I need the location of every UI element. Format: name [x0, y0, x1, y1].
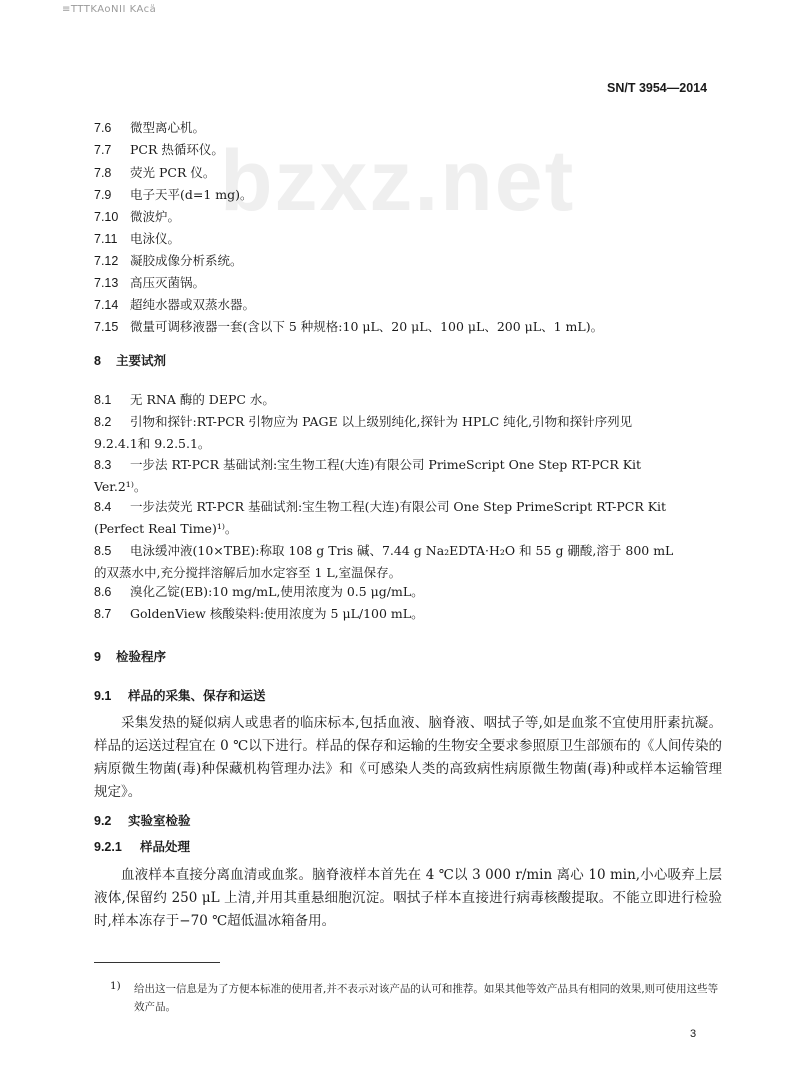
section-9-2-1-heading: [94, 837, 190, 855]
section-title: 样品的采集、保存和运送: [128, 688, 266, 703]
item-text: 电子天平(d=1 mg)。: [130, 187, 253, 202]
equipment-item: [94, 251, 243, 269]
item-text: 凝胶成像分析系统。: [130, 253, 243, 268]
item-text: 电泳仪。: [130, 231, 181, 246]
item-text: 微量可调移液器一套(含以下 5 种规格:10 μL、20 μL、100 μL、200 μL、1 mL)。: [130, 319, 604, 334]
item-text: 微型离心机。: [130, 120, 206, 135]
section-8-heading: [94, 351, 166, 369]
section-9-1-body: 采集发热的疑似病人或患者的临床标本,包括血液、脑脊液、咽拭子等,如是血浆不宜使用肝素抗凝。样品的运送过程宜在 0 ℃以下进行。样品的保存和运输的生物安全要求参照原卫生部颁布的《人间传染的病原微生物菌(毒)种保藏机构管理办法》和《可感染人类的高致病性病原微生物菌(毒)种或样本运输管理规定》。: [94, 715, 722, 800]
reagent-item-continuation: Ver.2¹⁾。: [94, 479, 147, 494]
reagent-item-continuation: 的双蒸水中,充分搅拌溶解后加水定容至 1 L,室温保存。: [94, 565, 402, 580]
item-text: 电泳缓冲液(10×TBE):称取 108 g Tris 碱、7.44 g Na₂EDTA·H₂O 和 55 g 硼酸,溶于 800 mL: [130, 543, 674, 558]
section-title: 检验程序: [116, 649, 167, 664]
watermark: bzxz.net: [220, 133, 576, 229]
item-number: 7.6: [94, 121, 112, 135]
item-number: 7.15: [94, 320, 119, 334]
footnote-rule: [94, 962, 220, 963]
item-number: 7.10: [94, 210, 119, 224]
section-9-2-heading: [94, 811, 191, 829]
equipment-item: [94, 207, 180, 225]
reagent-item: [94, 390, 275, 408]
equipment-item: [94, 118, 205, 136]
reagent-item: [94, 455, 641, 473]
section-title: 样品处理: [140, 839, 191, 854]
page-number: 3: [690, 1028, 697, 1040]
reagent-item: [94, 582, 424, 600]
item-number: 8.1: [94, 393, 112, 407]
equipment-item: [94, 295, 255, 313]
equipment-item: [94, 229, 180, 247]
item-text: 一步法荧光 RT-PCR 基础试剂:宝生物工程(大连)有限公司 One Step PrimeScript RT-PCR Kit: [130, 499, 667, 514]
equipment-item: [94, 163, 215, 181]
section-9-heading: [94, 647, 166, 665]
equipment-item: [94, 273, 205, 291]
item-number: 7.7: [94, 143, 112, 157]
section-9-2-1-body: 血液样本直接分离血清或血浆。脑脊液样本首先在 4 ℃以 3 000 r/min 离心 10 min,小心吸弃上层液体,保留约 250 μL 上清,并用其重悬细胞沉淀。咽拭子样本直接进行病毒核酸提取。不能立即进行检验时,样本冻存于−70 ℃超低温冰箱备用。: [94, 867, 722, 929]
item-text: 荧光 PCR 仪。: [130, 165, 216, 180]
scan-header-mark: ≡TTTKAoNII KAcä: [62, 4, 157, 15]
item-number: 8.6: [94, 585, 112, 599]
item-text: 高压灭菌锅。: [130, 275, 206, 290]
item-number: 8.5: [94, 544, 112, 558]
item-number: 8.3: [94, 458, 112, 472]
section-number: 8: [94, 354, 101, 368]
section-title: 主要试剂: [116, 353, 167, 368]
section-title: 实验室检验: [128, 813, 191, 828]
reagent-item-continuation: 9.2.4.1和 9.2.5.1。: [94, 436, 211, 451]
item-text: PCR 热循环仪。: [130, 142, 224, 157]
reagent-item: [94, 604, 424, 622]
item-number: 7.11: [94, 232, 118, 246]
item-number: 7.13: [94, 276, 119, 290]
item-number: 7.9: [94, 188, 112, 202]
item-text: 溴化乙锭(EB):10 mg/mL,使用浓度为 0.5 μg/mL。: [130, 584, 424, 599]
document-number: SN/T 3954—2014: [607, 81, 708, 95]
item-number: 8.4: [94, 500, 112, 514]
reagent-item-continuation: (Perfect Real Time)¹⁾。: [94, 521, 238, 536]
item-number: 7.8: [94, 166, 112, 180]
footnote-text: 给出这一信息是为了方便本标准的使用者,并不表示对该产品的认可和推荐。如果其他等效产品具有相同的效果,则可使用这些等效产品。: [134, 983, 719, 1013]
item-text: 无 RNA 酶的 DEPC 水。: [130, 392, 275, 407]
equipment-item: [94, 317, 603, 335]
section-number: 9: [94, 650, 101, 664]
footnote-mark: 1): [110, 980, 121, 992]
item-text: 引物和探针:RT-PCR 引物应为 PAGE 以上级别纯化,探针为 HPLC 纯化,引物和探针序列见: [130, 414, 633, 429]
item-number: 8.2: [94, 415, 112, 429]
reagent-item: [94, 541, 673, 559]
section-number: 9.2.1: [94, 840, 122, 854]
equipment-item: [94, 185, 253, 203]
item-text: 微波炉。: [130, 209, 181, 224]
equipment-item: [94, 140, 224, 158]
reagent-item: [94, 497, 666, 515]
section-number: 9.1: [94, 689, 112, 703]
item-text: 超纯水器或双蒸水器。: [130, 297, 256, 312]
item-number: 7.14: [94, 298, 119, 312]
section-number: 9.2: [94, 814, 112, 828]
section-9-1-heading: [94, 686, 266, 704]
reagent-item: [94, 412, 632, 430]
item-number: 7.12: [94, 254, 119, 268]
item-number: 8.7: [94, 607, 112, 621]
item-text: GoldenView 核酸染料:使用浓度为 5 μL/100 mL。: [130, 606, 424, 621]
item-text: 一步法 RT-PCR 基础试剂:宝生物工程(大连)有限公司 PrimeScript One Step RT-PCR Kit: [130, 457, 642, 472]
